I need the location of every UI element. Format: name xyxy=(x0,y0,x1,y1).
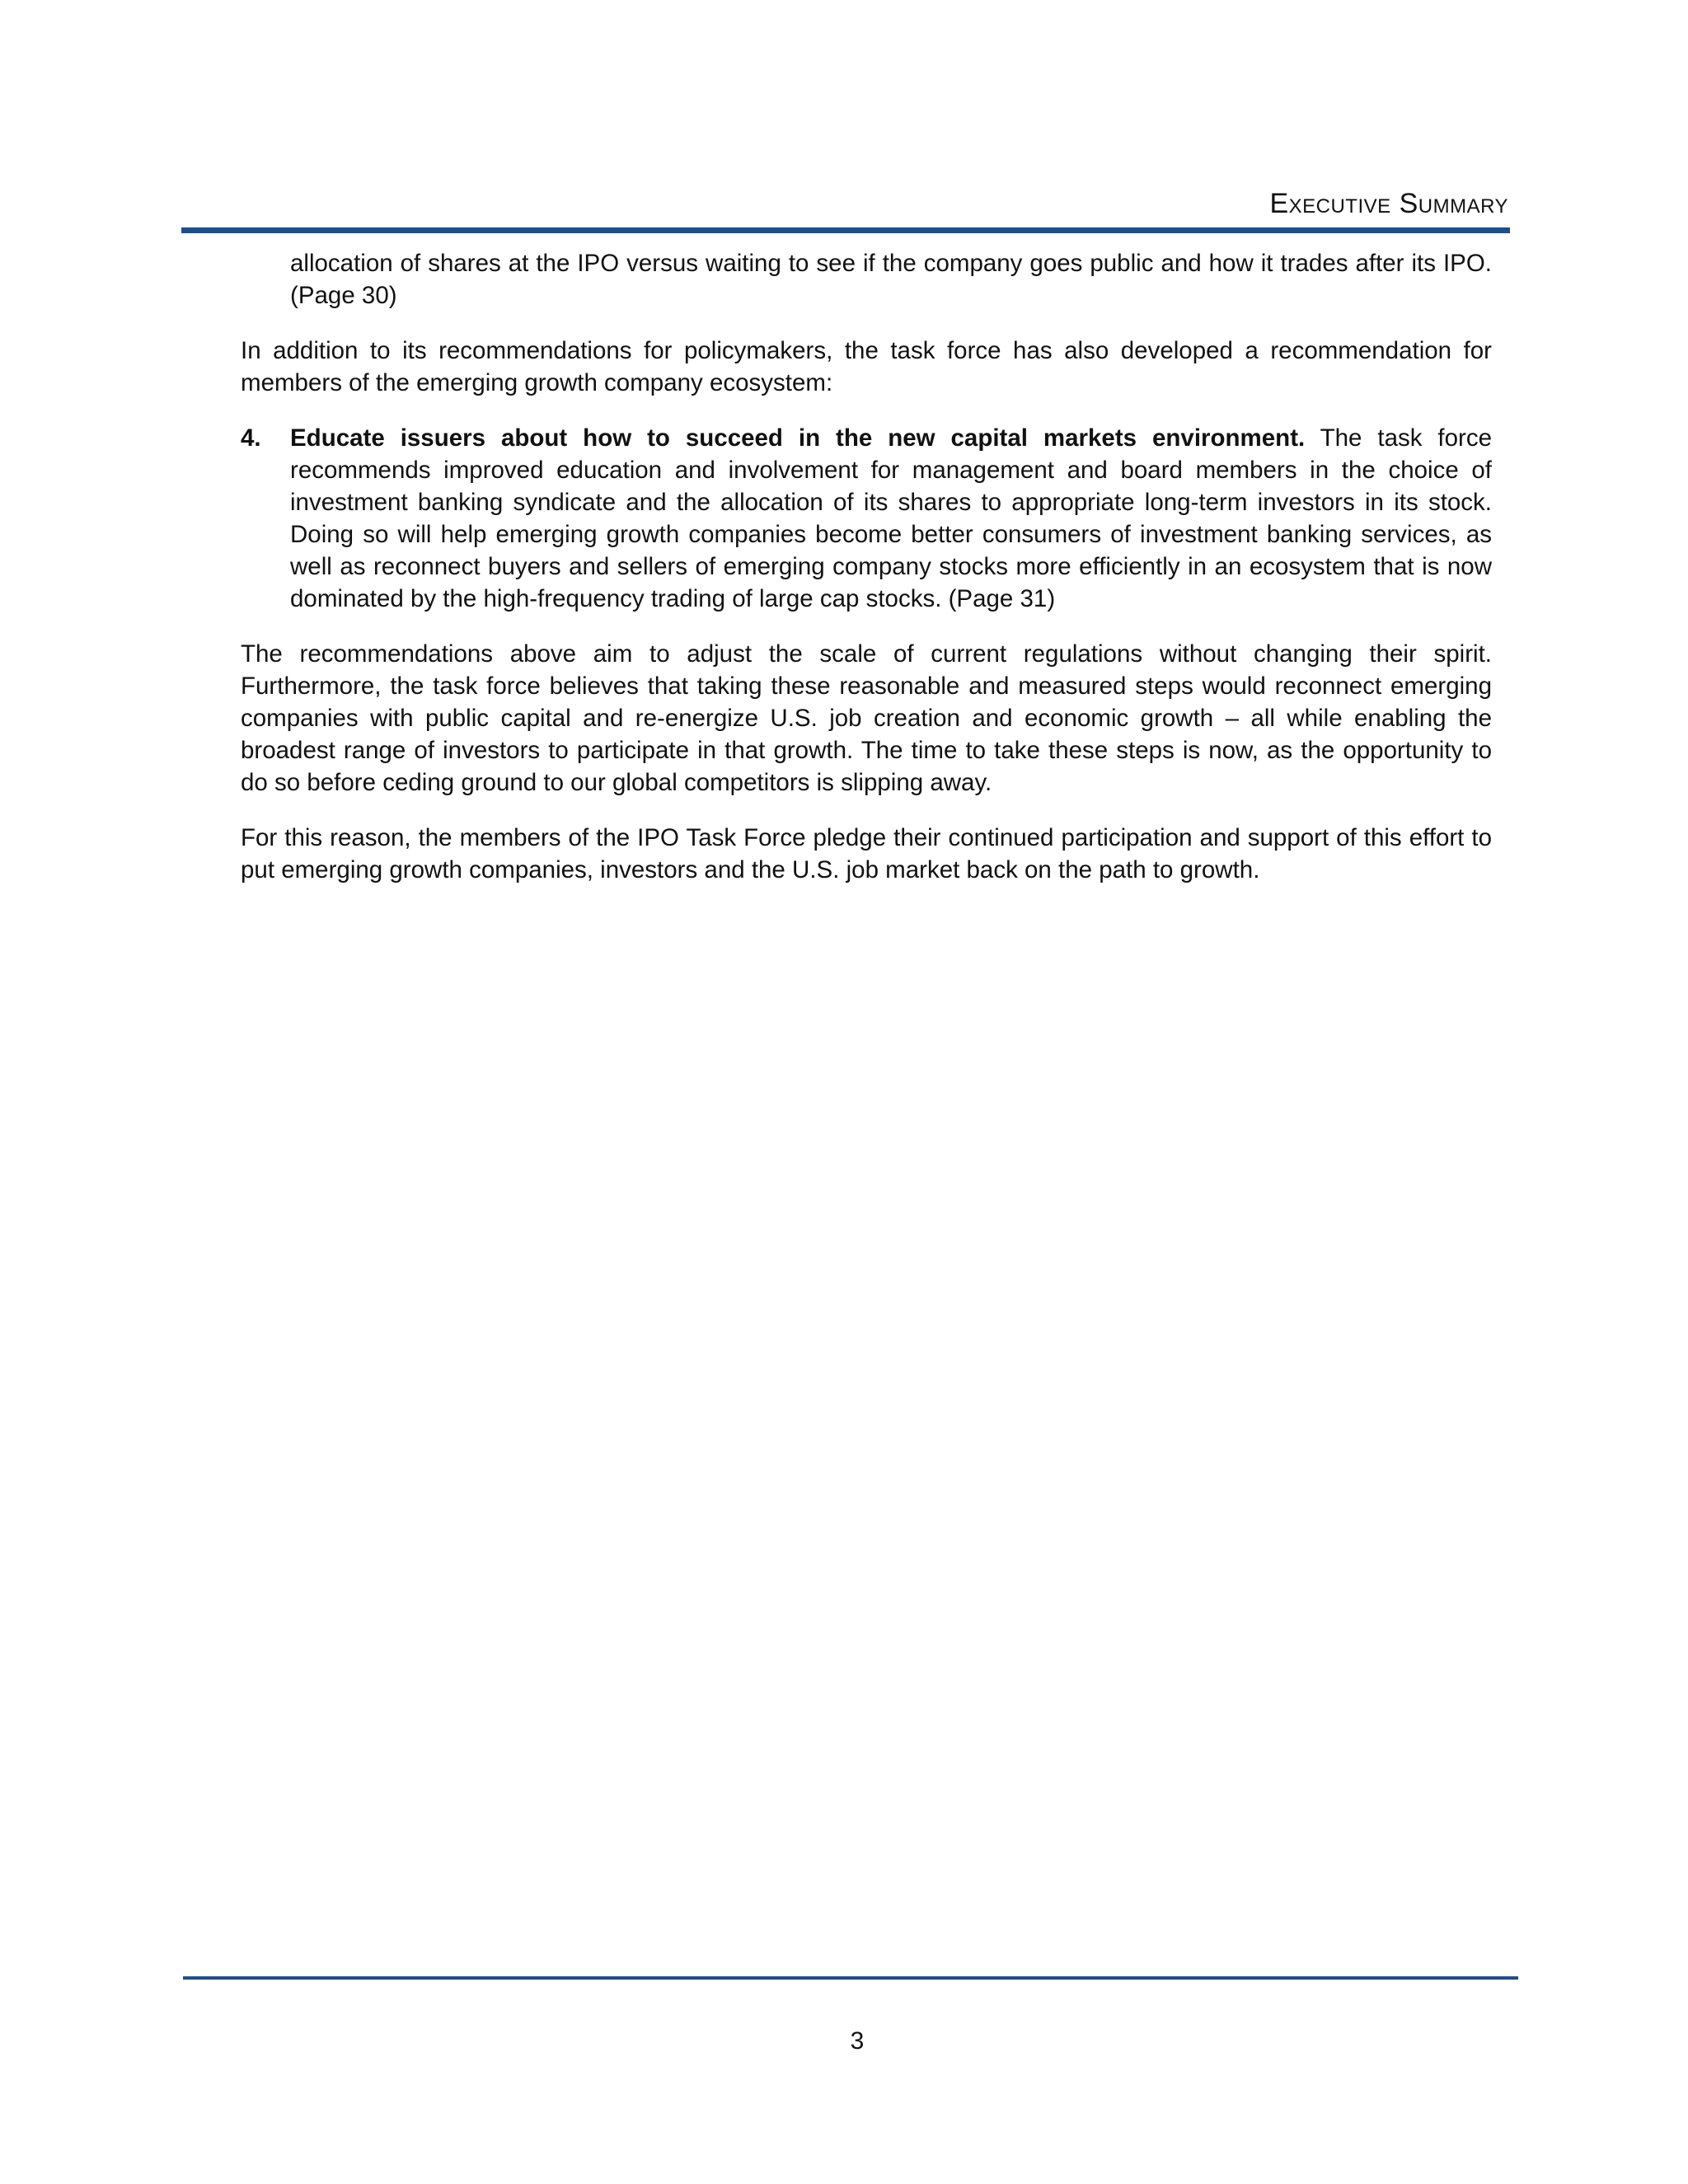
intro-paragraph: In addition to its recommendations for policymakers, the task force has also developed a recommendation for members of the emerging growth company ecosystem: xyxy=(241,337,1492,396)
closing-paragraph: For this reason, the members of the IPO Task Force pledge their continued participation and support of this effort to put emerging growth companies, investors and the U.S. job market back on the path to growth. xyxy=(241,824,1492,883)
page-number: 3 xyxy=(850,2027,865,2055)
item-number: 4. xyxy=(241,424,261,452)
footer-rule xyxy=(183,1976,1518,1980)
body-text xyxy=(241,247,1492,909)
summary-paragraph: The recommendations above aim to adjust the scale of current regulations without changing their spirit. Furthermore, the task force believes that taking these reasonable and measured steps would reconnect emerging companies with public capital and re-energize U.S. job creation and economic growth – all while enabling the broadest range of investors to participate in that growth. The time to take these steps is now, as the opportunity to do so before ceding ground to our global competitors is slipping away. xyxy=(241,640,1492,796)
running-header-title: Executive Summary xyxy=(1269,188,1508,219)
recommendation-item-4 xyxy=(241,422,1492,615)
item-lead: Educate issuers about how to succeed in the new capital markets environment. xyxy=(290,424,1306,452)
item-text: The task force recommends improved education and involvement for management and board members in the choice of investment banking syndicate and the allocation of its shares to appropriate long-term investors in its stock. Doing so will help emerging growth companies become better consumers of investment banking services, as well as reconnect buyers and sellers of emerging company stocks more efficiently in an ecosystem that is now dominated by the high-frequency trading of large cap stocks. (Page 31) xyxy=(290,424,1493,612)
continuation-paragraph: allocation of shares at the IPO versus waiting to see if the company goes public and how it trades after its IPO. (Page 30) xyxy=(290,250,1492,309)
header-rule xyxy=(181,227,1510,233)
